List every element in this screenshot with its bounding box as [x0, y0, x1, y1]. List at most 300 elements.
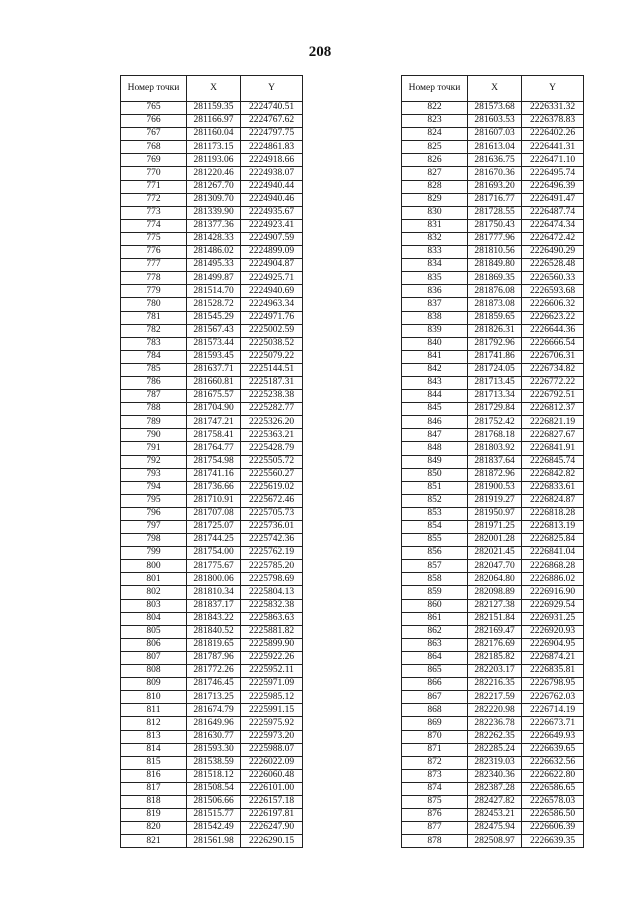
table-row	[121, 822, 303, 835]
cell-y: 2226929.54	[522, 599, 584, 612]
cell-point-number: 878	[402, 835, 468, 848]
cell-y: 2226593.68	[522, 285, 584, 298]
cell-x: 282220.98	[468, 704, 522, 717]
cell-x: 282453.21	[468, 809, 522, 822]
cell-x: 282127.38	[468, 599, 522, 612]
table-row	[121, 128, 303, 141]
cell-y: 2226825.84	[522, 534, 584, 547]
table-row	[121, 743, 303, 756]
cell-x: 281752.42	[468, 416, 522, 429]
cell-point-number: 834	[402, 259, 468, 272]
cell-y: 2226813.19	[522, 521, 584, 534]
table-row	[121, 390, 303, 403]
table-body-right	[402, 102, 584, 848]
cell-x: 281775.67	[187, 560, 241, 573]
table-row	[121, 167, 303, 180]
cell-point-number: 837	[402, 298, 468, 311]
cell-point-number: 833	[402, 246, 468, 259]
cell-y: 2224904.87	[241, 259, 303, 272]
cell-y: 2225282.77	[241, 403, 303, 416]
cell-point-number: 785	[121, 363, 187, 376]
cell-y: 2225832.38	[241, 599, 303, 612]
cell-x: 282508.97	[468, 835, 522, 848]
cell-y: 2226402.26	[522, 128, 584, 141]
cell-point-number: 790	[121, 429, 187, 442]
table-row	[121, 795, 303, 808]
table-row	[121, 547, 303, 560]
table-row	[121, 651, 303, 664]
cell-x: 281768.18	[468, 429, 522, 442]
cell-point-number: 848	[402, 442, 468, 455]
cell-y: 2226714.19	[522, 704, 584, 717]
cell-y: 2226472.42	[522, 232, 584, 245]
table-row	[402, 835, 584, 848]
cell-point-number: 831	[402, 219, 468, 232]
table-row	[121, 102, 303, 115]
table-row	[402, 494, 584, 507]
cell-x: 281872.96	[468, 468, 522, 481]
table-row	[402, 769, 584, 782]
cell-y: 2225985.12	[241, 691, 303, 704]
table-row	[402, 285, 584, 298]
table-row	[121, 468, 303, 481]
cell-point-number: 784	[121, 350, 187, 363]
cell-x: 281542.49	[187, 822, 241, 835]
cell-point-number: 773	[121, 206, 187, 219]
cell-x: 281267.70	[187, 180, 241, 193]
cell-y: 2224940.46	[241, 193, 303, 206]
cell-point-number: 792	[121, 455, 187, 468]
cell-y: 2225762.19	[241, 547, 303, 560]
table-row	[121, 232, 303, 245]
table-row	[121, 691, 303, 704]
cell-x: 281843.22	[187, 612, 241, 625]
cell-x: 282203.17	[468, 665, 522, 678]
cell-y: 2225238.38	[241, 390, 303, 403]
cell-point-number: 772	[121, 193, 187, 206]
cell-point-number: 821	[121, 835, 187, 848]
table-row	[121, 560, 303, 573]
table-row	[402, 128, 584, 141]
cell-x: 281750.43	[468, 219, 522, 232]
cell-y: 2225505.72	[241, 455, 303, 468]
cell-x: 282387.28	[468, 782, 522, 795]
cell-y: 2226487.74	[522, 206, 584, 219]
cell-y: 2224940.44	[241, 180, 303, 193]
cell-point-number: 823	[402, 115, 468, 128]
cell-x: 281508.54	[187, 782, 241, 795]
table-row	[402, 272, 584, 285]
cell-point-number: 840	[402, 337, 468, 350]
cell-point-number: 796	[121, 507, 187, 520]
cell-y: 2226632.56	[522, 756, 584, 769]
cell-y: 2225326.20	[241, 416, 303, 429]
cell-x: 281515.77	[187, 809, 241, 822]
cell-x: 281428.33	[187, 232, 241, 245]
table-row	[402, 468, 584, 481]
cell-x: 281803.92	[468, 442, 522, 455]
table-row	[121, 180, 303, 193]
header-x: X	[187, 76, 241, 102]
cell-x: 282098.89	[468, 586, 522, 599]
cell-x: 281674.79	[187, 704, 241, 717]
cell-y: 2224907.59	[241, 232, 303, 245]
cell-y: 2226772.22	[522, 376, 584, 389]
cell-y: 2225736.01	[241, 521, 303, 534]
cell-x: 281810.34	[187, 586, 241, 599]
cell-x: 281514.70	[187, 285, 241, 298]
cell-y: 2226762.03	[522, 691, 584, 704]
table-header-row	[121, 76, 303, 102]
cell-point-number: 860	[402, 599, 468, 612]
cell-x: 281693.20	[468, 180, 522, 193]
cell-x: 281518.12	[187, 769, 241, 782]
table-row	[121, 612, 303, 625]
cell-x: 281919.27	[468, 494, 522, 507]
cell-x: 282262.35	[468, 730, 522, 743]
cell-y: 2224971.76	[241, 311, 303, 324]
cell-point-number: 788	[121, 403, 187, 416]
cell-x: 281840.52	[187, 625, 241, 638]
cell-point-number: 816	[121, 769, 187, 782]
table-row	[402, 180, 584, 193]
cell-point-number: 830	[402, 206, 468, 219]
table-row	[121, 481, 303, 494]
table-row	[402, 193, 584, 206]
table-row	[121, 730, 303, 743]
table-row	[402, 376, 584, 389]
table-row	[402, 782, 584, 795]
cell-y: 2226528.48	[522, 259, 584, 272]
cell-point-number: 875	[402, 795, 468, 808]
table-row	[402, 442, 584, 455]
cell-y: 2226666.54	[522, 337, 584, 350]
cell-x: 281810.56	[468, 246, 522, 259]
cell-point-number: 845	[402, 403, 468, 416]
cell-x: 281166.97	[187, 115, 241, 128]
cell-point-number: 828	[402, 180, 468, 193]
cell-point-number: 858	[402, 573, 468, 586]
cell-x: 281725.07	[187, 521, 241, 534]
table-row	[402, 429, 584, 442]
cell-point-number: 826	[402, 154, 468, 167]
table-row	[121, 193, 303, 206]
cell-x: 281704.90	[187, 403, 241, 416]
cell-x: 281744.25	[187, 534, 241, 547]
cell-x: 281573.44	[187, 337, 241, 350]
cell-point-number: 827	[402, 167, 468, 180]
table-row	[402, 521, 584, 534]
cell-point-number: 862	[402, 625, 468, 638]
cell-point-number: 859	[402, 586, 468, 599]
cell-x: 282047.70	[468, 560, 522, 573]
cell-point-number: 778	[121, 272, 187, 285]
cell-x: 281876.08	[468, 285, 522, 298]
cell-point-number: 855	[402, 534, 468, 547]
cell-point-number: 814	[121, 743, 187, 756]
table-row	[402, 324, 584, 337]
cell-x: 281747.21	[187, 416, 241, 429]
cell-y: 2226441.31	[522, 141, 584, 154]
table-row	[402, 795, 584, 808]
cell-y: 2226916.90	[522, 586, 584, 599]
cell-x: 282151.84	[468, 612, 522, 625]
cell-point-number: 805	[121, 625, 187, 638]
cell-y: 2225863.63	[241, 612, 303, 625]
cell-point-number: 847	[402, 429, 468, 442]
table-row	[121, 337, 303, 350]
table-row	[121, 534, 303, 547]
cell-y: 2224940.69	[241, 285, 303, 298]
cell-point-number: 797	[121, 521, 187, 534]
cell-point-number: 769	[121, 154, 187, 167]
cell-y: 2226496.39	[522, 180, 584, 193]
cell-y: 2226639.35	[522, 835, 584, 848]
cell-point-number: 873	[402, 769, 468, 782]
cell-y: 2226649.93	[522, 730, 584, 743]
table-row	[121, 246, 303, 259]
table-body-left	[121, 102, 303, 848]
cell-point-number: 809	[121, 678, 187, 691]
cell-x: 281764.77	[187, 442, 241, 455]
cell-point-number: 863	[402, 638, 468, 651]
table-row	[402, 534, 584, 547]
cell-point-number: 806	[121, 638, 187, 651]
cell-point-number: 820	[121, 822, 187, 835]
coordinates-table-right	[401, 75, 584, 848]
cell-y: 2225742.36	[241, 534, 303, 547]
cell-point-number: 818	[121, 795, 187, 808]
cell-point-number: 810	[121, 691, 187, 704]
header-point-number: Номер точки	[121, 76, 187, 102]
cell-point-number: 877	[402, 822, 468, 835]
table-row	[402, 822, 584, 835]
cell-x: 281710.91	[187, 494, 241, 507]
cell-x: 281819.65	[187, 638, 241, 651]
cell-x: 282001.28	[468, 534, 522, 547]
table-row	[121, 350, 303, 363]
table-row	[402, 809, 584, 822]
cell-point-number: 793	[121, 468, 187, 481]
cell-point-number: 765	[121, 102, 187, 115]
cell-y: 2226821.19	[522, 416, 584, 429]
cell-y: 2225973.20	[241, 730, 303, 743]
cell-y: 2226578.03	[522, 795, 584, 808]
cell-y: 2226812.37	[522, 403, 584, 416]
table-row	[121, 455, 303, 468]
cell-x: 281758.41	[187, 429, 241, 442]
cell-y: 2226560.33	[522, 272, 584, 285]
table-row	[121, 521, 303, 534]
table-row	[402, 416, 584, 429]
table-row	[121, 298, 303, 311]
cell-y: 2225922.26	[241, 651, 303, 664]
cell-x: 281593.30	[187, 743, 241, 756]
table-row	[121, 206, 303, 219]
cell-point-number: 861	[402, 612, 468, 625]
table-row	[121, 638, 303, 651]
cell-y: 2226842.82	[522, 468, 584, 481]
page-number: 208	[308, 44, 332, 60]
cell-x: 281741.86	[468, 350, 522, 363]
header-y: Y	[241, 76, 303, 102]
cell-x: 281675.57	[187, 390, 241, 403]
table-row	[402, 678, 584, 691]
cell-point-number: 876	[402, 809, 468, 822]
cell-point-number: 842	[402, 363, 468, 376]
cell-y: 2225975.92	[241, 717, 303, 730]
cell-y: 2226622.80	[522, 769, 584, 782]
cell-point-number: 838	[402, 311, 468, 324]
table-row	[402, 638, 584, 651]
cell-y: 2226841.91	[522, 442, 584, 455]
cell-point-number: 802	[121, 586, 187, 599]
cell-y: 2226290.15	[241, 835, 303, 848]
table-row	[402, 599, 584, 612]
cell-x: 282185.82	[468, 651, 522, 664]
cell-x: 282176.69	[468, 638, 522, 651]
table-row	[402, 232, 584, 245]
cell-x: 281777.96	[468, 232, 522, 245]
cell-x: 281754.98	[187, 455, 241, 468]
cell-y: 2226673.71	[522, 717, 584, 730]
cell-y: 2226841.04	[522, 547, 584, 560]
cell-x: 281159.35	[187, 102, 241, 115]
cell-y: 2226606.32	[522, 298, 584, 311]
cell-point-number: 795	[121, 494, 187, 507]
cell-y: 2226331.32	[522, 102, 584, 115]
table-row	[402, 704, 584, 717]
cell-y: 2224899.09	[241, 246, 303, 259]
cell-point-number: 775	[121, 232, 187, 245]
table-row	[402, 717, 584, 730]
cell-x: 281837.17	[187, 599, 241, 612]
cell-point-number: 869	[402, 717, 468, 730]
cell-y: 2225079.22	[241, 350, 303, 363]
cell-point-number: 867	[402, 691, 468, 704]
cell-x: 281800.06	[187, 573, 241, 586]
cell-y: 2226471.10	[522, 154, 584, 167]
cell-point-number: 771	[121, 180, 187, 193]
cell-point-number: 857	[402, 560, 468, 573]
cell-x: 281792.96	[468, 337, 522, 350]
table-row	[402, 547, 584, 560]
cell-y: 2226586.50	[522, 809, 584, 822]
cell-x: 281849.80	[468, 259, 522, 272]
cell-y: 2226824.87	[522, 494, 584, 507]
cell-point-number: 841	[402, 350, 468, 363]
cell-x: 281772.26	[187, 665, 241, 678]
table-row	[121, 717, 303, 730]
cell-point-number: 871	[402, 743, 468, 756]
cell-x: 281160.04	[187, 128, 241, 141]
cell-point-number: 825	[402, 141, 468, 154]
cell-y: 2224925.71	[241, 272, 303, 285]
cell-point-number: 782	[121, 324, 187, 337]
cell-x: 281754.00	[187, 547, 241, 560]
cell-point-number: 800	[121, 560, 187, 573]
cell-x: 281900.53	[468, 481, 522, 494]
cell-x: 282064.80	[468, 573, 522, 586]
cell-x: 281607.03	[468, 128, 522, 141]
cell-x: 281741.16	[187, 468, 241, 481]
cell-y: 2226586.65	[522, 782, 584, 795]
table-row	[121, 259, 303, 272]
cell-point-number: 815	[121, 756, 187, 769]
cell-point-number: 874	[402, 782, 468, 795]
cell-point-number: 864	[402, 651, 468, 664]
cell-point-number: 853	[402, 507, 468, 520]
table-row	[121, 403, 303, 416]
cell-y: 2224935.67	[241, 206, 303, 219]
cell-y: 2226798.95	[522, 678, 584, 691]
cell-point-number: 872	[402, 756, 468, 769]
cell-x: 281193.06	[187, 154, 241, 167]
cell-x: 281528.72	[187, 298, 241, 311]
cell-point-number: 829	[402, 193, 468, 206]
cell-x: 281649.96	[187, 717, 241, 730]
cell-x: 282340.36	[468, 769, 522, 782]
cell-y: 2225560.27	[241, 468, 303, 481]
table-row	[402, 363, 584, 376]
cell-x: 281716.77	[468, 193, 522, 206]
table-row	[121, 376, 303, 389]
table-row	[402, 691, 584, 704]
table-row	[402, 298, 584, 311]
cell-x: 281495.33	[187, 259, 241, 272]
cell-y: 2226495.74	[522, 167, 584, 180]
cell-point-number: 835	[402, 272, 468, 285]
table-row	[402, 651, 584, 664]
table-row	[121, 835, 303, 848]
cell-y: 2226378.83	[522, 115, 584, 128]
cell-y: 2226833.61	[522, 481, 584, 494]
cell-y: 2225672.46	[241, 494, 303, 507]
cell-y: 2226639.65	[522, 743, 584, 756]
cell-point-number: 804	[121, 612, 187, 625]
cell-y: 2226197.81	[241, 809, 303, 822]
cell-x: 281309.70	[187, 193, 241, 206]
cell-x: 281486.02	[187, 246, 241, 259]
cell-y: 2226644.36	[522, 324, 584, 337]
cell-point-number: 854	[402, 521, 468, 534]
table-row	[121, 363, 303, 376]
cell-y: 2226734.82	[522, 363, 584, 376]
table-row	[402, 743, 584, 756]
cell-point-number: 856	[402, 547, 468, 560]
cell-x: 281603.53	[468, 115, 522, 128]
table-row	[402, 115, 584, 128]
table-row	[402, 625, 584, 638]
table-row	[402, 102, 584, 115]
cell-y: 2226474.34	[522, 219, 584, 232]
cell-y: 2224767.62	[241, 115, 303, 128]
cell-x: 281837.64	[468, 455, 522, 468]
cell-y: 2226157.18	[241, 795, 303, 808]
table-row	[402, 167, 584, 180]
cell-y: 2224963.34	[241, 298, 303, 311]
cell-x: 281724.05	[468, 363, 522, 376]
cell-y: 2225988.07	[241, 743, 303, 756]
cell-point-number: 801	[121, 573, 187, 586]
cell-x: 281728.55	[468, 206, 522, 219]
table-header-row	[402, 76, 584, 102]
cell-point-number: 817	[121, 782, 187, 795]
cell-point-number: 868	[402, 704, 468, 717]
cell-point-number: 787	[121, 390, 187, 403]
cell-point-number: 767	[121, 128, 187, 141]
cell-point-number: 783	[121, 337, 187, 350]
